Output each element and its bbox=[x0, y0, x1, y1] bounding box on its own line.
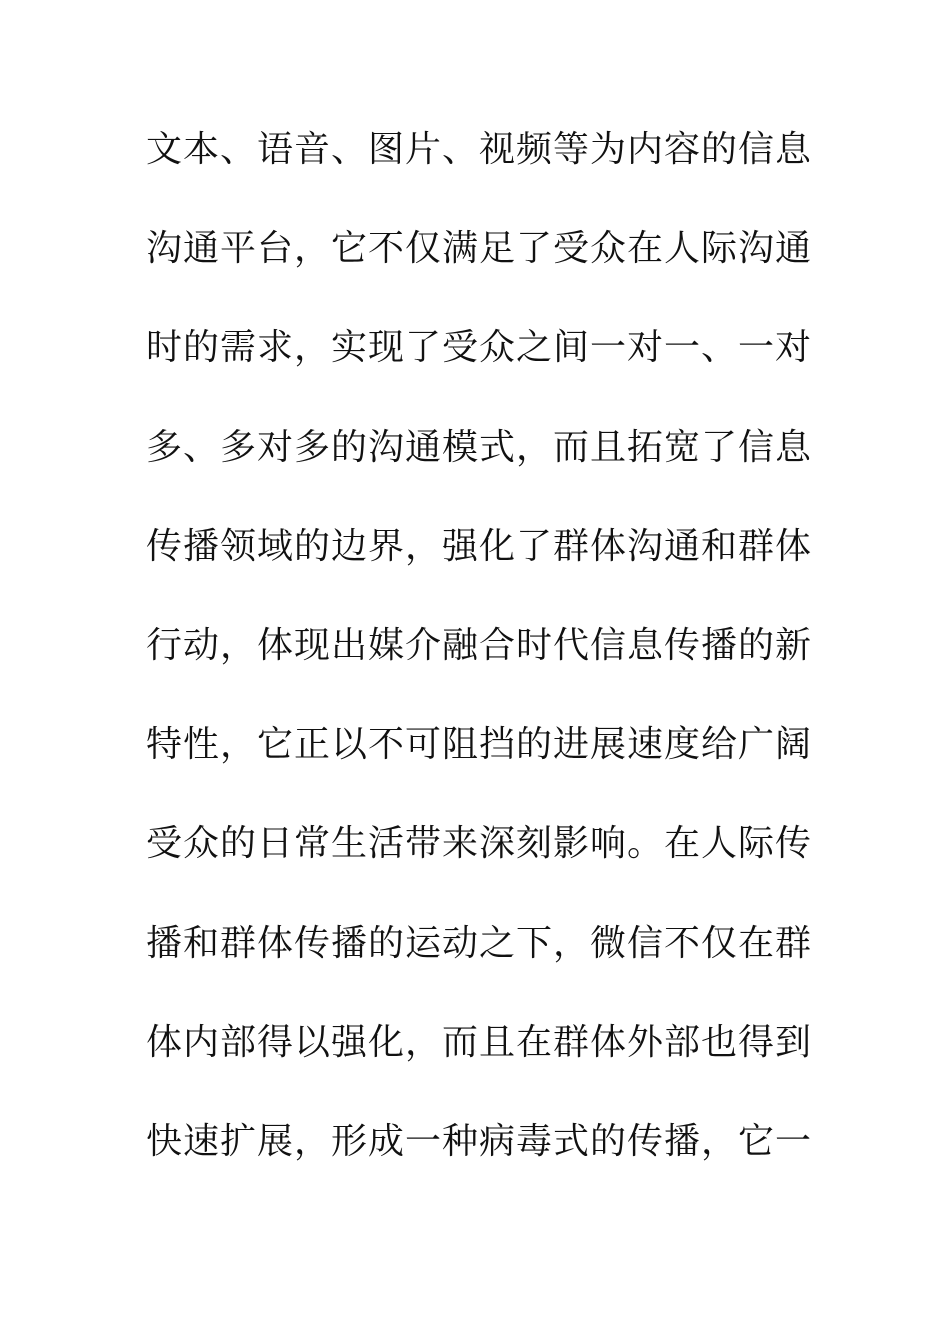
text-line: 多、多对多的沟通模式，而且拓宽了信息 bbox=[146, 426, 813, 468]
text-line: 行动，体现出媒介融合时代信息传播的新 bbox=[146, 624, 813, 666]
text-line: 播和群体传播的运动之下，微信不仅在群 bbox=[146, 922, 813, 964]
text-line: 传播领域的边界，强化了群体沟通和群体 bbox=[146, 525, 813, 567]
text-line: 特性，它正以不可阻挡的进展速度给广阔 bbox=[146, 724, 813, 766]
text-line: 时的需求，实现了受众之间一对一、一对 bbox=[146, 327, 813, 369]
text-line: 文本、语音、图片、视频等为内容的信息 bbox=[146, 129, 813, 170]
text-line: 体内部得以强化，而且在群体外部也得到 bbox=[146, 1021, 813, 1063]
text-line: 快速扩展，形成一种病毒式的传播，它一 bbox=[146, 1120, 813, 1162]
body-text bbox=[146, 122, 816, 1213]
text-line: 受众的日常生活带来深刻影响。在人际传 bbox=[146, 823, 813, 865]
text-line: 沟通平台，它不仅满足了受众在人际沟通 bbox=[146, 228, 813, 270]
